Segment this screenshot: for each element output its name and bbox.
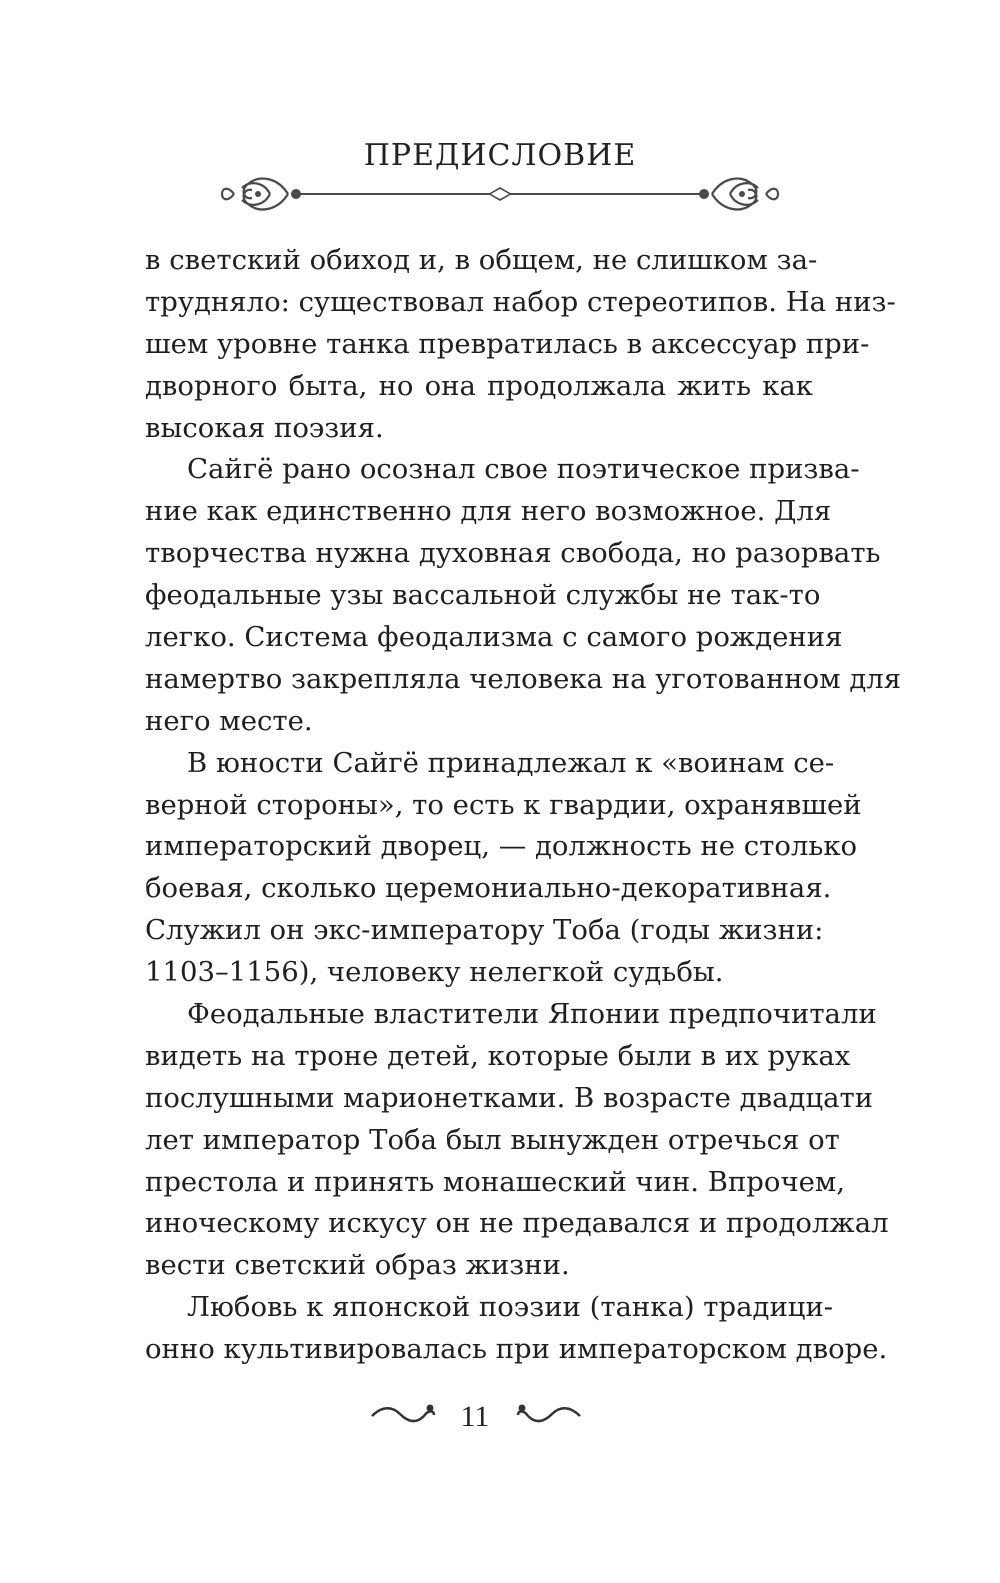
text-line: Служил он экс-императору Тоба (годы жизни:: [145, 914, 824, 947]
text-line: императорский дворец, — должность не столько: [145, 830, 858, 863]
text-line: видеть на троне детей, которые были в их руках: [145, 1039, 851, 1072]
text-line: послушными марионетками. В возрасте двадцати: [145, 1081, 874, 1114]
text-line: феодальные узы вассальной службы не так-то: [145, 579, 821, 612]
page-number: 11: [460, 1400, 490, 1433]
text-line: В юности Сайгё принадлежал к «воинам се-: [187, 746, 835, 779]
text-line: 1103–1156), человеку нелегкой судьбы.: [145, 956, 724, 989]
text-line: Сайгё рано осознал свое поэтическое призва-: [187, 453, 860, 486]
text-line: намертво закрепляла человека на уготованном для: [145, 662, 902, 695]
text-line: престола и принять монашеский чин. Впрочем,: [145, 1165, 846, 1198]
text-line: в светский обиход и, в общем, не слишком за-: [145, 244, 818, 276]
text-line: дворного быта, но она продолжала жить как: [145, 369, 813, 402]
text-line: него месте.: [145, 704, 313, 737]
text-line: ние как единственно для него возможное. Для: [145, 495, 832, 528]
text-line: вести светский образ жизни.: [145, 1249, 570, 1282]
text-line: творчества нужна духовная свобода, но разорвать: [145, 537, 881, 570]
page-footer: [360, 1396, 590, 1436]
filigree-divider-icon: [220, 168, 780, 220]
text-line: верной стороны», то есть к гвардии, охранявшей: [145, 788, 862, 821]
text-line: трудняло: существовал набор стереотипов. На низ-: [145, 285, 896, 318]
text-line: Феодальные властители Японии предпочитали: [187, 998, 877, 1031]
swirl-right-icon: [512, 1400, 584, 1430]
text-line: Любовь к японской поэзии (танка) традици-: [187, 1291, 834, 1324]
text-line: шем уровне танка превратилась в аксессуар при-: [145, 327, 870, 360]
body-text: [145, 240, 902, 1371]
text-line: легко. Система феодализма с самого рождения: [145, 621, 843, 654]
text-line: иноческому искусу он не предавался и продолжал: [145, 1207, 889, 1240]
text-line: онно культивировалась при императорском дворе.: [145, 1333, 888, 1366]
page-header-title: ПРЕДИСЛОВИЕ: [363, 138, 637, 173]
text-line: высокая поэзия.: [145, 411, 384, 444]
text-line: лет император Тоба был вынужден отречься от: [145, 1123, 840, 1156]
text-line: боевая, сколько церемониально-декоративная.: [145, 872, 832, 905]
